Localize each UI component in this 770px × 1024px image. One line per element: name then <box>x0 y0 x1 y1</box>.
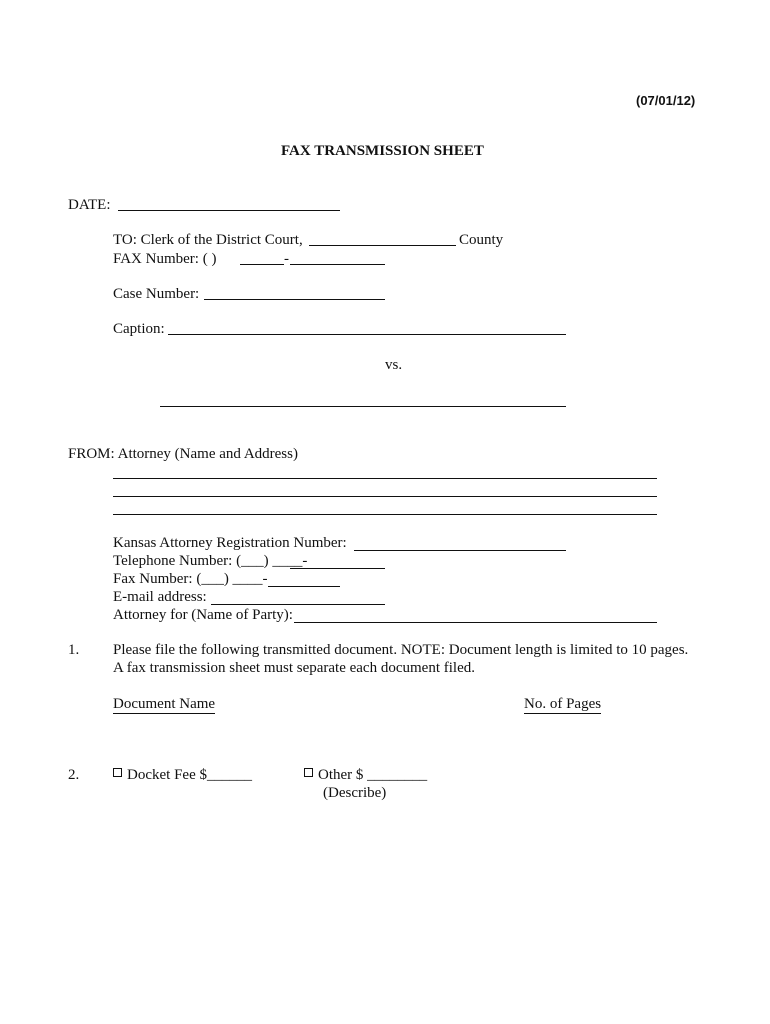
telephone-field[interactable] <box>290 568 385 569</box>
docket-fee-checkbox[interactable] <box>113 768 122 777</box>
county-field[interactable] <box>309 245 456 246</box>
fax-prefix-field[interactable] <box>240 264 284 265</box>
document-name-header-text: Document Name <box>113 696 216 712</box>
fax-number-2-field[interactable] <box>268 586 340 587</box>
to-clerk-label: TO: Clerk of the District Court, <box>113 232 303 248</box>
fax-dash: - <box>284 251 289 267</box>
pages-header <box>524 695 601 714</box>
kansas-registration-label: Kansas Attorney Registration Number: <box>113 535 347 551</box>
fax-number-label: FAX Number: ( ) <box>113 251 217 267</box>
email-field[interactable] <box>211 604 385 605</box>
form-title: FAX TRANSMISSION SHEET <box>281 143 484 159</box>
case-number-field[interactable] <box>204 299 385 300</box>
form-revision-date: (07/01/12) <box>636 93 696 108</box>
date-field[interactable] <box>118 210 340 211</box>
date-label: DATE: <box>68 197 111 213</box>
caption-label: Caption: <box>113 321 165 337</box>
other-fee-label: Other $ <box>318 767 364 783</box>
docket-fee-option <box>113 766 252 784</box>
document-name-header <box>113 695 215 714</box>
item-2-number: 2. <box>68 767 80 783</box>
telephone-label: Telephone Number: (___) ____- <box>113 553 308 569</box>
from-attorney-label: FROM: Attorney (Name and Address) <box>68 446 298 462</box>
attorney-address-line-3[interactable] <box>113 514 657 515</box>
fax-line-field[interactable] <box>290 264 385 265</box>
docket-fee-blank[interactable]: ______ <box>206 767 252 783</box>
describe-label: (Describe) <box>323 785 387 801</box>
attorney-for-field[interactable] <box>294 622 657 623</box>
caption-plaintiff-field[interactable] <box>168 334 566 335</box>
kansas-registration-field[interactable] <box>354 550 566 551</box>
fax-number-2-label: Fax Number: (___) ____- <box>113 571 268 587</box>
email-label: E-mail address: <box>113 589 207 605</box>
item-1-number: 1. <box>68 642 80 658</box>
county-label: County <box>459 232 504 248</box>
other-fee-option <box>304 766 427 784</box>
item-1-instruction: Please file the following transmitted document. NOTE: Document length is limited to 10 pages. <box>113 642 689 658</box>
attorney-for-label: Attorney for (Name of Party): <box>113 607 293 623</box>
docket-fee-label: Docket Fee $ <box>127 767 207 783</box>
case-number-label: Case Number: <box>113 286 200 302</box>
caption-defendant-field[interactable] <box>160 406 566 407</box>
vs-label: vs. <box>385 357 403 373</box>
item-1-note: A fax transmission sheet must separate each document filed. <box>113 660 475 676</box>
pages-header-text: No. of Pages <box>524 696 602 712</box>
other-fee-blank[interactable]: ________ <box>367 767 428 783</box>
attorney-address-line-1[interactable] <box>113 478 657 479</box>
other-fee-checkbox[interactable] <box>304 768 313 777</box>
attorney-address-line-2[interactable] <box>113 496 657 497</box>
